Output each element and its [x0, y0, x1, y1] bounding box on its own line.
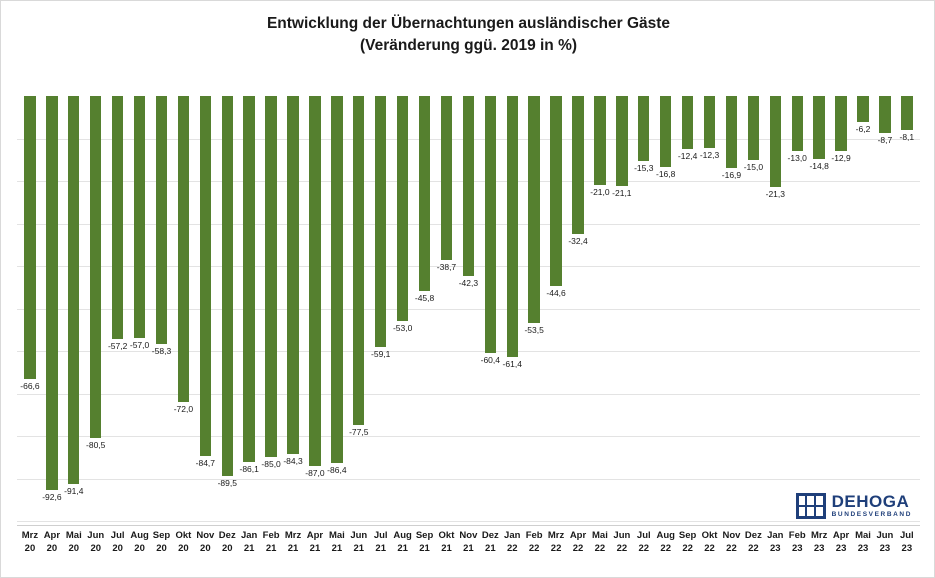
bar-value-label: -86,1: [239, 463, 259, 474]
bar-value-label: -6,2: [855, 124, 871, 135]
x-axis-tick: Jul 22: [636, 530, 651, 554]
x-axis-tick: Apr 20: [43, 530, 61, 554]
logo-text: [832, 493, 912, 519]
bar: [243, 96, 254, 462]
bar: [397, 96, 408, 321]
bar: [134, 96, 145, 338]
bar-value-label: -72,0: [173, 404, 194, 414]
bar-slot: [589, 96, 611, 521]
bar-slot: [699, 96, 721, 521]
x-axis-tick: Jan 22: [504, 530, 521, 554]
bar: [68, 96, 79, 484]
bar-slot: [63, 96, 85, 521]
bar-series: [17, 96, 920, 521]
x-axis-tick: Mai 23: [855, 530, 871, 554]
bar-value-label: -16,8: [656, 169, 676, 180]
bar: [901, 96, 912, 130]
bar-slot: [282, 96, 304, 521]
bar: [835, 96, 846, 151]
plot-area: [17, 96, 920, 521]
x-axis-tick: Nov 22: [722, 530, 741, 554]
bar-value-label: -84,3: [283, 456, 303, 467]
bar-slot: [545, 96, 567, 521]
bar-value-label: -89,5: [217, 478, 237, 489]
bar-value-label: -8,1: [899, 132, 915, 143]
x-axis-tick: Nov 20: [196, 530, 215, 554]
x-axis-tick: Feb 21: [262, 530, 280, 554]
bar-value-label: -58,3: [151, 345, 172, 356]
bar-value-label: -8,7: [877, 134, 893, 145]
x-axis-tick: Jul 23: [899, 530, 914, 554]
bar-slot: [721, 96, 743, 521]
bar-value-label: -53,0: [392, 323, 413, 334]
x-axis-labels: [17, 525, 920, 569]
bar-value-label: -42,3: [458, 277, 479, 288]
bar: [879, 96, 890, 133]
bar-value-label: -92,6: [42, 491, 62, 502]
x-axis-tick: Okt 22: [701, 530, 718, 554]
bar-slot: [633, 96, 655, 521]
bar-slot: [107, 96, 129, 521]
bar-value-label: -57,0: [129, 340, 150, 351]
x-axis-tick: Dez 21: [481, 530, 499, 554]
bar-slot: [874, 96, 896, 521]
bar-slot: [896, 96, 918, 521]
bar-slot: [742, 96, 764, 521]
bar: [857, 96, 868, 122]
bar-value-label: -45,8: [414, 292, 435, 303]
bar-value-label: -15,0: [743, 161, 764, 172]
bar: [813, 96, 824, 159]
x-axis-tick: Feb 23: [788, 530, 806, 554]
bar: [287, 96, 298, 454]
bar: [46, 96, 57, 490]
bar: [441, 96, 452, 260]
x-axis-tick: Aug 21: [393, 530, 412, 554]
bar-value-label: -57,2: [107, 341, 128, 352]
bar-slot: [348, 96, 370, 521]
bar: [156, 96, 167, 344]
bar: [90, 96, 101, 438]
bar: [726, 96, 737, 168]
bar-slot: [457, 96, 479, 521]
bar-value-label: -44,6: [546, 287, 566, 298]
bar-value-label: -16,9: [721, 169, 742, 180]
x-axis-tick: Mrz 21: [284, 530, 302, 554]
bar-value-label: -77,5: [349, 427, 369, 438]
bar: [200, 96, 211, 456]
bar: [375, 96, 386, 347]
x-axis-tick: Okt 21: [438, 530, 455, 554]
bar-value-label: -80,5: [86, 440, 106, 451]
bar: [572, 96, 583, 234]
bar: [353, 96, 364, 425]
x-axis-tick: Jul 20: [110, 530, 125, 554]
bar-slot: [326, 96, 348, 521]
bar-value-label: -12,9: [831, 152, 851, 163]
bar-slot: [238, 96, 260, 521]
bar: [178, 96, 189, 402]
x-axis-tick: Apr 22: [569, 530, 587, 554]
bar-value-label: -61,4: [502, 358, 522, 369]
x-axis-tick: Dez 20: [218, 530, 236, 554]
x-axis-tick: Feb 22: [525, 530, 543, 554]
x-axis-tick: Aug 20: [130, 530, 149, 554]
bar-slot: [216, 96, 238, 521]
bar-value-label: -53,5: [524, 325, 544, 336]
x-axis-tick: Sep 21: [415, 530, 434, 554]
bar-slot: [392, 96, 414, 521]
bar-value-label: -12,3: [699, 150, 720, 161]
bar: [24, 96, 35, 379]
bar-slot: [436, 96, 458, 521]
bar: [331, 96, 342, 463]
bar-value-label: -14,8: [809, 160, 829, 171]
x-axis-tick: Jun 21: [350, 530, 368, 554]
bar-slot: [19, 96, 41, 521]
bar-slot: [808, 96, 830, 521]
bar-slot: [501, 96, 523, 521]
x-axis-tick: Aug 22: [656, 530, 675, 554]
bar-slot: [194, 96, 216, 521]
bar-value-label: -59,1: [371, 349, 391, 360]
x-axis-tick: Mrz 23: [810, 530, 828, 554]
bar-value-label: -84,7: [195, 457, 216, 468]
chart-title-line-1: Entwicklung der Übernachtungen ausländischer Gäste: [266, 15, 671, 32]
bar-value-label: -38,7: [436, 262, 457, 273]
bar: [748, 96, 759, 160]
bar-slot: [414, 96, 436, 521]
x-axis-tick: Jan 23: [767, 530, 784, 554]
bar: [309, 96, 320, 466]
bar: [528, 96, 539, 323]
logo-mark-icon: [796, 493, 826, 519]
bar-value-label: -91,4: [64, 486, 84, 497]
bar-slot: [611, 96, 633, 521]
bar: [419, 96, 430, 291]
bar-slot: [567, 96, 589, 521]
bar: [507, 96, 518, 357]
x-axis-tick: Mai 20: [65, 530, 82, 554]
bar-value-label: -32,4: [568, 235, 588, 246]
x-axis-tick: Okt 20: [175, 530, 192, 554]
bar-slot: [172, 96, 194, 521]
x-axis-tick: Jun 23: [876, 530, 894, 554]
bar: [616, 96, 627, 186]
x-axis-tick: Jun 22: [613, 530, 631, 554]
bar-slot: [260, 96, 282, 521]
x-axis-tick: Mai 21: [328, 530, 345, 554]
logo-name: DEHOGA: [831, 492, 910, 512]
bar-slot: [786, 96, 808, 521]
bar: [463, 96, 474, 276]
bar-slot: [523, 96, 545, 521]
x-axis-tick: Mrz 22: [547, 530, 565, 554]
x-axis-tick: Jun 20: [87, 530, 105, 554]
x-axis-tick: Dez 22: [744, 530, 762, 554]
bar-value-label: -15,3: [634, 163, 654, 174]
bar-slot: [764, 96, 786, 521]
x-axis-tick: Mrz 20: [21, 530, 39, 554]
bar: [792, 96, 803, 151]
bar-slot: [129, 96, 151, 521]
x-axis-tick: Mai 22: [592, 530, 608, 554]
x-axis-tick: Jul 21: [373, 530, 388, 554]
bar: [770, 96, 781, 187]
bar: [638, 96, 649, 161]
bar-slot: [41, 96, 63, 521]
bar-slot: [151, 96, 173, 521]
bar-value-label: -86,4: [327, 465, 347, 476]
bar-slot: [830, 96, 852, 521]
bar-slot: [852, 96, 874, 521]
bar-slot: [655, 96, 677, 521]
bar-slot: [370, 96, 392, 521]
x-axis-tick: Sep 22: [678, 530, 697, 554]
bar: [485, 96, 496, 353]
bar-value-label: -85,0: [261, 459, 281, 470]
bar: [112, 96, 123, 339]
bar-slot: [85, 96, 107, 521]
bar: [550, 96, 561, 286]
bar-value-label: -13,0: [787, 153, 807, 164]
dehoga-logo: [796, 493, 912, 519]
bar: [594, 96, 605, 185]
logo-subtitle: BUNDESVERBAND: [831, 511, 912, 519]
x-axis-tick: Jan 21: [240, 530, 258, 554]
bar-slot: [479, 96, 501, 521]
bar: [265, 96, 276, 457]
bar: [682, 96, 693, 149]
bar-slot: [304, 96, 326, 521]
bar: [660, 96, 671, 167]
bar-value-label: -66,6: [20, 381, 40, 392]
bar-value-label: -21,0: [590, 187, 610, 198]
x-axis-tick: Sep 20: [152, 530, 171, 554]
chart-title-line-2: (Veränderung ggü. 2019 in %): [359, 37, 578, 55]
x-axis-tick: Nov 21: [459, 530, 478, 554]
gridline: [17, 521, 920, 522]
chart-title: [1, 13, 935, 58]
bar-value-label: -87,0: [305, 467, 325, 478]
bar: [704, 96, 715, 148]
bar-value-label: -21,1: [612, 187, 632, 198]
x-axis-tick: Apr 21: [306, 530, 324, 554]
bar-value-label: -21,3: [765, 188, 785, 199]
x-axis-tick: Apr 23: [832, 530, 850, 554]
bar-value-label: -60,4: [480, 354, 500, 365]
bar-value-label: -12,4: [677, 150, 698, 161]
bar-slot: [677, 96, 699, 521]
bar: [222, 96, 233, 476]
